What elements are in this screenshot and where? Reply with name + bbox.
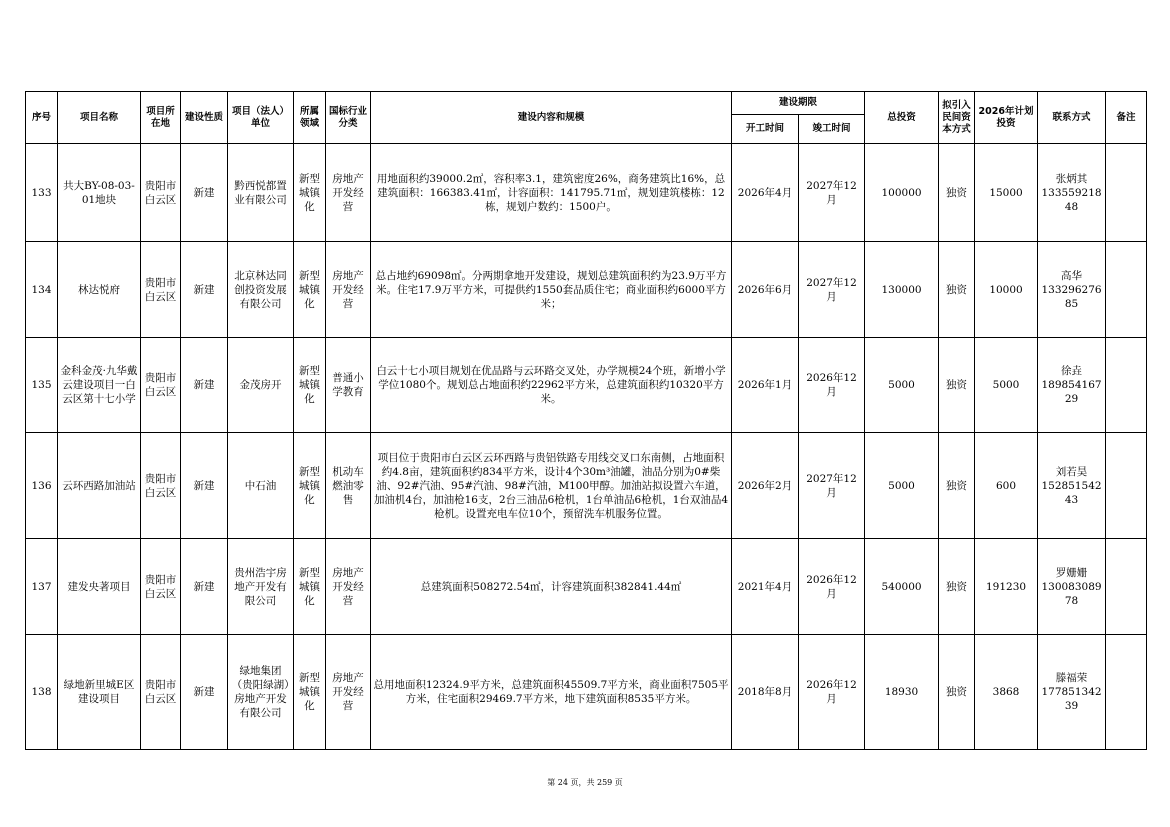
cell-end: 2027年12月 [799,433,865,539]
table-row [26,433,1147,539]
cell-content: 总占地约69098㎡。分两期拿地开发建设，规划总建筑面积约为23.9万平方米。住宅17.9万平方米，可提供约1550套品质住宅；商业面积约6000平方米； [371,242,732,338]
contact-name: 张炳其 [1055,172,1088,185]
table-row [26,144,1147,242]
cell-start: 2026年1月 [732,338,799,433]
header-seq: 序号 [26,92,58,144]
cell-start: 2026年4月 [732,144,799,242]
cell-plan: 15000 [975,144,1038,242]
cell-unit: 北京林达同创投资发展有限公司 [228,242,294,338]
cell-industry: 普通小学教育 [326,338,371,433]
cell-start: 2026年6月 [732,242,799,338]
cell-private: 独资 [939,242,975,338]
cell-nature: 新建 [181,635,228,750]
cell-start: 2021年4月 [732,539,799,635]
cell-location: 贵阳市白云区 [141,144,181,242]
cell-end: 2027年12月 [799,242,865,338]
cell-name: 建发央著项目 [58,539,141,635]
cell-content: 用地面积约39000.2㎡，容积率3.1，建筑密度26%，商务建筑比16%，总建筑面积：166383.41㎡，计容面积：141795.71㎡，规划建筑楼栋：12栋，规划户数约：1500户。 [371,144,732,242]
header-contact: 联系方式 [1038,92,1106,144]
page-footer: 第 24 页，共 259 页 [547,778,623,787]
cell-remark [1106,539,1147,635]
cell-remark [1106,144,1147,242]
cell-content: 总用地面积12324.9平方米，总建筑面积45509.7平方米，商业面积7505平方米，住宅面积29469.7平方米，地下建筑面积8535平方米。 [371,635,732,750]
cell-unit: 黔西悦都置业有限公司 [228,144,294,242]
contact-name: 刘若昊 [1055,465,1088,478]
cell-location: 贵阳市白云区 [141,539,181,635]
header-start: 开工时间 [732,115,799,144]
cell-plan: 5000 [975,338,1038,433]
contact-name: 滕福荣 [1055,672,1088,684]
cell-plan: 191230 [975,539,1038,635]
cell-location: 贵阳市白云区 [141,433,181,539]
cell-field: 新型城镇化 [294,144,326,242]
cell-name: 林达悦府 [58,242,141,338]
cell-name: 云环西路加油站 [58,433,141,539]
table-row [26,635,1147,750]
cell-nature: 新建 [181,242,228,338]
cell-content: 项目位于贵阳市白云区云环西路与贵铝铁路专用线交叉口东南侧，占地面积约4.8亩，建筑面积约834平方米，设计4个30m³油罐，油品分别为0#柴油、92#汽油、95#汽油、98#汽油，M100甲醇。加油站拟设置六车道，加油机4台，加油枪16支，2台三油品6枪机，1台单油品6枪机，1台双油品4枪机。设置充电车位10个，预留洗车机服务位置。 [371,433,732,539]
cell-private: 独资 [939,338,975,433]
cell-start: 2018年8月 [732,635,799,750]
cell-contact [1038,144,1106,242]
cell-industry: 房地产开发经营 [326,635,371,750]
contact-name: 徐垚 [1061,365,1083,377]
contact-phone: 17785134239 [1041,686,1102,712]
cell-end: 2026年12月 [799,635,865,750]
header-location: 项目所在地 [141,92,181,144]
cell-contact [1038,539,1106,635]
header-remark: 备注 [1106,92,1147,144]
cell-remark [1106,338,1147,433]
header-row-1 [26,92,1147,115]
cell-location: 贵阳市白云区 [141,635,181,750]
header-field: 所属领域 [294,92,326,144]
header-private: 拟引入民间资本方式 [939,92,975,144]
cell-investment: 5000 [865,338,939,433]
header-end: 竣工时间 [799,115,865,144]
header-nature: 建设性质 [181,92,228,144]
cell-contact [1038,635,1106,750]
cell-field: 新型城镇化 [294,242,326,338]
cell-remark [1106,433,1147,539]
cell-field: 新型城镇化 [294,539,326,635]
cell-remark [1106,242,1147,338]
cell-content: 总建筑面积508272.54㎡，计容建筑面积382841.44㎡ [371,539,732,635]
contact-phone: 18985416729 [1041,379,1102,405]
cell-field: 新型城镇化 [294,433,326,539]
cell-field: 新型城镇化 [294,635,326,750]
cell-investment: 5000 [865,433,939,539]
cell-start: 2026年2月 [732,433,799,539]
cell-name: 绿地新里城E区建设项目 [58,635,141,750]
cell-nature: 新建 [181,338,228,433]
cell-nature: 新建 [181,539,228,635]
cell-name: 共大BY-08-03-01地块 [58,144,141,242]
header-period: 建设期限 [732,92,865,115]
header-unit: 项目（法人）单位 [228,92,294,144]
cell-seq: 137 [26,539,58,635]
cell-nature: 新建 [181,433,228,539]
project-table [25,91,1147,750]
cell-private: 独资 [939,433,975,539]
cell-plan: 600 [975,433,1038,539]
header-plan: 2026年计划投资 [975,92,1038,144]
cell-end: 2026年12月 [799,338,865,433]
cell-plan: 3868 [975,635,1038,750]
cell-content: 白云十七小项目规划在优品路与云环路交叉处，办学规模24个班，新增小学学位1080个。规划总占地面积约22962平方米，总建筑面积约10320平方米。 [371,338,732,433]
cell-investment: 18930 [865,635,939,750]
cell-contact [1038,242,1106,338]
contact-phone: 13329627685 [1041,283,1102,310]
cell-unit: 金茂房开 [228,338,294,433]
header-industry: 国标行业分类 [326,92,371,144]
header-investment: 总投资 [865,92,939,144]
table-row [26,539,1147,635]
cell-name: 金科金茂·九华戴云建设项目一白云区第十七小学 [58,338,141,433]
contact-phone: 13008308978 [1041,580,1102,607]
cell-seq: 136 [26,433,58,539]
cell-industry: 房地产开发经营 [326,144,371,242]
cell-private: 独资 [939,144,975,242]
cell-location: 贵阳市白云区 [141,338,181,433]
cell-private: 独资 [939,539,975,635]
contact-phone: 13355921848 [1041,186,1102,213]
header-content: 建设内容和规模 [371,92,732,144]
cell-industry: 机动车燃油零售 [326,433,371,539]
header-name: 项目名称 [58,92,141,144]
cell-plan: 10000 [975,242,1038,338]
cell-seq: 138 [26,635,58,750]
cell-remark [1106,635,1147,750]
table-row [26,242,1147,338]
cell-unit: 贵州浩宇房地产开发有限公司 [228,539,294,635]
cell-investment: 100000 [865,144,939,242]
cell-nature: 新建 [181,144,228,242]
cell-private: 独资 [939,635,975,750]
cell-industry: 房地产开发经营 [326,242,371,338]
cell-unit: 中石油 [228,433,294,539]
cell-end: 2026年12月 [799,539,865,635]
cell-investment: 130000 [865,242,939,338]
cell-field: 新型城镇化 [294,338,326,433]
table-row [26,338,1147,433]
cell-seq: 133 [26,144,58,242]
cell-location: 贵阳市白云区 [141,242,181,338]
cell-unit: 绿地集团（贵阳绿湖）房地产开发有限公司 [228,635,294,750]
cell-investment: 540000 [865,539,939,635]
cell-end: 2027年12月 [799,144,865,242]
cell-industry: 房地产开发经营 [326,539,371,635]
cell-seq: 135 [26,338,58,433]
cell-contact [1038,433,1106,539]
contact-name: 罗姗姗 [1055,566,1088,579]
cell-seq: 134 [26,242,58,338]
contact-name: 高华 [1061,269,1083,282]
cell-contact [1038,338,1106,433]
contact-phone: 15285154243 [1041,479,1102,506]
